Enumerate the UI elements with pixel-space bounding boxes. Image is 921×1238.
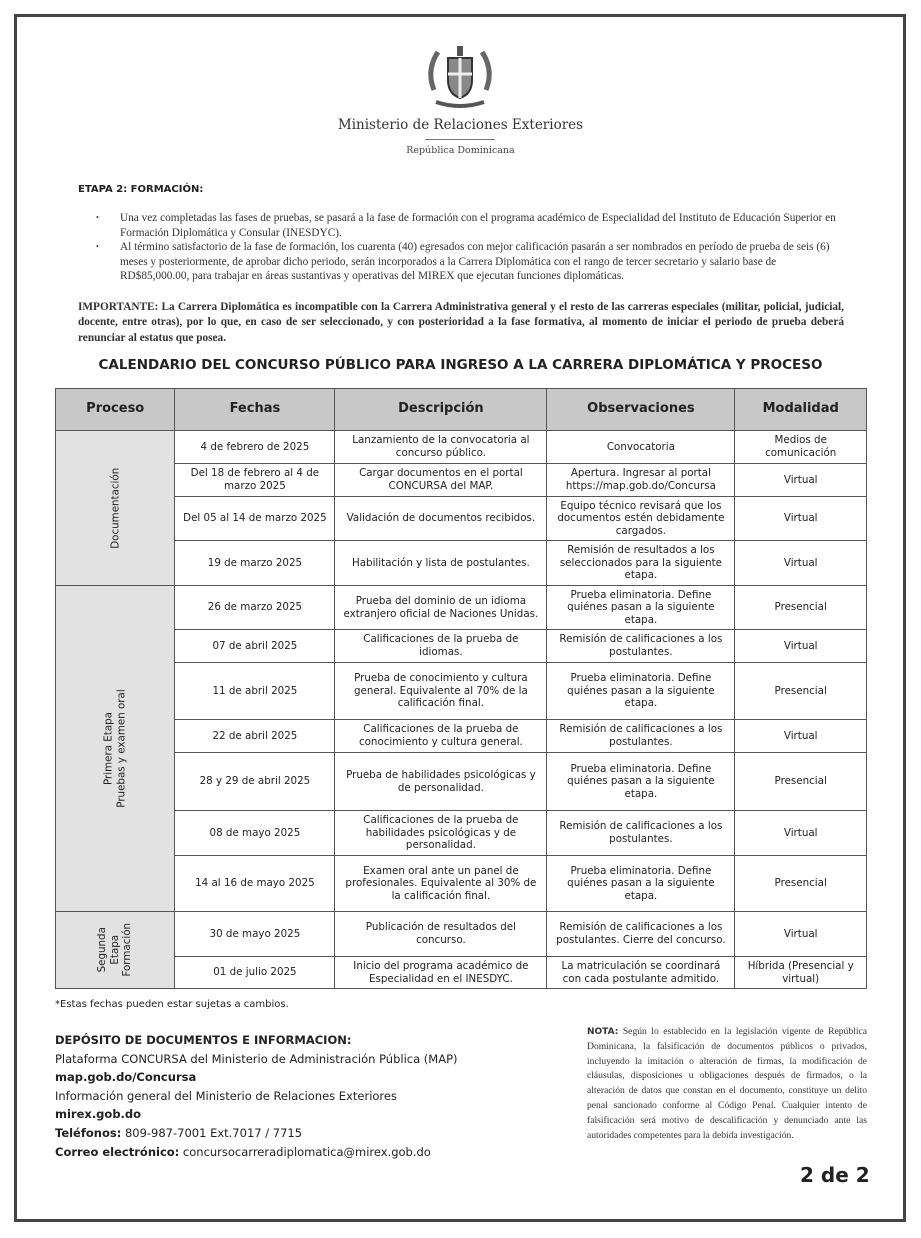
bullet-list <box>96 211 844 284</box>
legal-note <box>587 1025 867 1143</box>
description-cell: Lanzamiento de la convocatoria al concurso público. <box>335 431 547 464</box>
modality-cell: Virtual <box>735 811 867 856</box>
observation-cell: Remisión de calificaciones a los postulantes. <box>547 630 735 663</box>
table-row <box>56 586 867 630</box>
header-modalidad: Modalidad <box>735 389 867 431</box>
section-title: ETAPA 2: FORMACIÓN: <box>78 184 204 195</box>
deposit-info <box>55 1031 458 1161</box>
modality-cell: Virtual <box>735 497 867 541</box>
observation-cell: Remisión de resultados a los seleccionados para la siguiente etapa. <box>547 541 735 586</box>
mirex-link[interactable]: mirex.gob.do <box>55 1107 142 1122</box>
date-cell: 22 de abril 2025 <box>175 720 335 753</box>
modality-cell: Presencial <box>735 856 867 912</box>
observation-cell: Prueba eliminatoria. Define quiénes pasan a la siguiente etapa. <box>547 586 735 630</box>
date-cell: 28 y 29 de abril 2025 <box>175 753 335 811</box>
email-value[interactable]: concursocarreradiplomatica@mirex.gob.do <box>182 1144 431 1159</box>
map-link[interactable]: map.gob.do/Concursa <box>55 1070 197 1085</box>
description-cell: Prueba del dominio de un idioma extranjero oficial de Naciones Unidas. <box>335 586 547 630</box>
date-cell: 30 de mayo 2025 <box>175 912 335 957</box>
header-observaciones: Observaciones <box>547 389 735 431</box>
calendar-table <box>55 388 867 989</box>
header-fechas: Fechas <box>175 389 335 431</box>
bullet-item: • Al término satisfactorio de la fase de formación, los cuarenta (40) egresados con mejor calificación pasarán a ser nombrados en período de prueba de seis (6) meses y posteriormente, de aprobar dicho periodo, serán incorporados a la Carrera Diplomática con el rango de tercer secretario y salario base de RD$85,000.00, para trabajar en áreas sustantivas y operativas del MIREX que ejecutan funciones diplomáticas. <box>96 240 844 284</box>
divider <box>425 139 495 140</box>
important-notice: IMPORTANTE: La Carrera Diplomática es incompatible con la Carrera Administrativa general y el resto de las carreras especiales (militar, policial, judicial, docente, entre otras), por lo que, en caso de ser seleccionado, y con posterioridad a la fase formativa, al momento de iniciar el periodo de prueba deberá renunciar al estatus que posea. <box>78 301 844 344</box>
phone-value: 809-987-7001 Ext.7017 / 7715 <box>124 1125 303 1140</box>
table-row <box>56 431 867 464</box>
table-row <box>56 753 867 811</box>
process-group-cell <box>56 431 175 586</box>
observation-cell: Remisión de calificaciones a los postulantes. Cierre del concurso. <box>547 912 735 957</box>
phone-label: Teléfonos: <box>55 1125 122 1140</box>
description-cell: Calificaciones de la prueba de conocimiento y cultura general. <box>335 720 547 753</box>
modality-cell: Medios de comunicación <box>735 431 867 464</box>
table-row <box>56 630 867 663</box>
deposit-line: Plataforma CONCURSA del Ministerio de Administración Pública (MAP) <box>55 1051 458 1066</box>
observation-cell: Prueba eliminatoria. Define quiénes pasan a la siguiente etapa. <box>547 856 735 912</box>
observation-cell: Apertura. Ingresar al portal https://map.gob.do/Concursa <box>547 464 735 497</box>
observation-cell: Remisión de calificaciones a los postulantes. <box>547 811 735 856</box>
deposit-title: DEPÓSITO DE DOCUMENTOS E INFORMACION: <box>55 1033 352 1047</box>
date-cell: 11 de abril 2025 <box>175 663 335 720</box>
deposit-line: Información general del Ministerio de Relaciones Exteriores <box>55 1088 397 1103</box>
footnote: *Estas fechas pueden estar sujetas a cambios. <box>55 999 289 1010</box>
modality-cell: Presencial <box>735 586 867 630</box>
observation-cell: Remisión de calificaciones a los postulantes. <box>547 720 735 753</box>
email-label: Correo electrónico: <box>55 1144 180 1159</box>
note-text: Según lo establecido en la legislación vigente de República Dominicana, la falsificación de documentos públicos o privados, incluyendo la imitación o alteración de firmas, la modificación de cláusulas, disposiciones u obligaciones después de firmados, o la alteración de datos que constan en el documento, constituye un delito penal sancionado conforme al Código Penal. Cualquier intento de falsificación será motivo de descalificación y denunciado ante las autoridades competentes para la debida investigación. <box>587 1026 867 1141</box>
process-label: Formación <box>121 923 134 977</box>
page-number: 2 de 2 <box>800 1163 870 1187</box>
modality-cell: Presencial <box>735 753 867 811</box>
date-cell: 19 de marzo 2025 <box>175 541 335 586</box>
note-label: NOTA: <box>587 1027 619 1037</box>
process-label: Segunda <box>96 927 109 973</box>
modality-cell: Presencial <box>735 663 867 720</box>
description-cell: Calificaciones de la prueba de idiomas. <box>335 630 547 663</box>
process-label: Pruebas y examen oral <box>115 689 128 808</box>
observation-cell: Prueba eliminatoria. Define quiénes pasan a la siguiente etapa. <box>547 663 735 720</box>
table-row <box>56 856 867 912</box>
date-cell: 08 de mayo 2025 <box>175 811 335 856</box>
modality-cell: Virtual <box>735 720 867 753</box>
process-group-cell <box>56 912 175 989</box>
modality-cell: Híbrida (Presencial y virtual) <box>735 957 867 989</box>
table-row <box>56 912 867 957</box>
ministry-name: Ministerio de Relaciones Exteriores <box>337 117 584 133</box>
description-cell: Calificaciones de la prueba de habilidades psicológicas y de personalidad. <box>335 811 547 856</box>
date-cell: Del 18 de febrero al 4 de marzo 2025 <box>175 464 335 497</box>
coat-of-arms-seal <box>424 40 496 112</box>
header-descripcion: Descripción <box>335 389 547 431</box>
modality-cell: Virtual <box>735 541 867 586</box>
description-cell: Inicio del programa académico de Especialidad en el INESDYC. <box>335 957 547 989</box>
table-header-row <box>56 389 867 431</box>
table-row <box>56 957 867 989</box>
table-row <box>56 663 867 720</box>
process-label: Documentación <box>108 467 121 549</box>
description-cell: Prueba de habilidades psicológicas y de personalidad. <box>335 753 547 811</box>
date-cell: 01 de julio 2025 <box>175 957 335 989</box>
bullet-item: • Una vez completadas las fases de pruebas, se pasará a la fase de formación con el programa académico de Especialidad del Instituto de Educación Superior en Formación Diplomática y Consular (INESDYC). <box>96 211 844 240</box>
date-cell: 4 de febrero de 2025 <box>175 431 335 464</box>
description-cell: Cargar documentos en el portal CONCURSA del MAP. <box>335 464 547 497</box>
modality-cell: Virtual <box>735 630 867 663</box>
table-row <box>56 464 867 497</box>
table-row <box>56 811 867 856</box>
process-label: Primera Etapa <box>102 711 115 785</box>
modality-cell: Virtual <box>735 464 867 497</box>
table-row <box>56 720 867 753</box>
process-group-cell <box>56 586 175 912</box>
description-cell: Examen oral ante un panel de profesionales. Equivalente al 30% de la calificación final. <box>335 856 547 912</box>
observation-cell: La matriculación se coordinará con cada postulante admitido. <box>547 957 735 989</box>
description-cell: Prueba de conocimiento y cultura general. Equivalente al 70% de la calificación final. <box>335 663 547 720</box>
date-cell: 26 de marzo 2025 <box>175 586 335 630</box>
table-row <box>56 497 867 541</box>
description-cell: Publicación de resultados del concurso. <box>335 912 547 957</box>
observation-cell: Equipo técnico revisará que los documentos estén debidamente cargados. <box>547 497 735 541</box>
description-cell: Habilitación y lista de postulantes. <box>335 541 547 586</box>
date-cell: 07 de abril 2025 <box>175 630 335 663</box>
date-cell: 14 al 16 de mayo 2025 <box>175 856 335 912</box>
observation-cell: Convocatoria <box>547 431 735 464</box>
modality-cell: Virtual <box>735 912 867 957</box>
description-cell: Validación de documentos recibidos. <box>335 497 547 541</box>
calendar-title: CALENDARIO DEL CONCURSO PÚBLICO PARA INGRESO A LA CARRERA DIPLOMÁTICA Y PROCESO <box>98 357 823 373</box>
country-name: República Dominicana <box>406 145 515 156</box>
observation-cell: Prueba eliminatoria. Define quiénes pasan a la siguiente etapa. <box>547 753 735 811</box>
date-cell: Del 05 al 14 de marzo 2025 <box>175 497 335 541</box>
process-label: Etapa <box>108 935 121 965</box>
table-row <box>56 541 867 586</box>
header-proceso: Proceso <box>56 389 175 431</box>
